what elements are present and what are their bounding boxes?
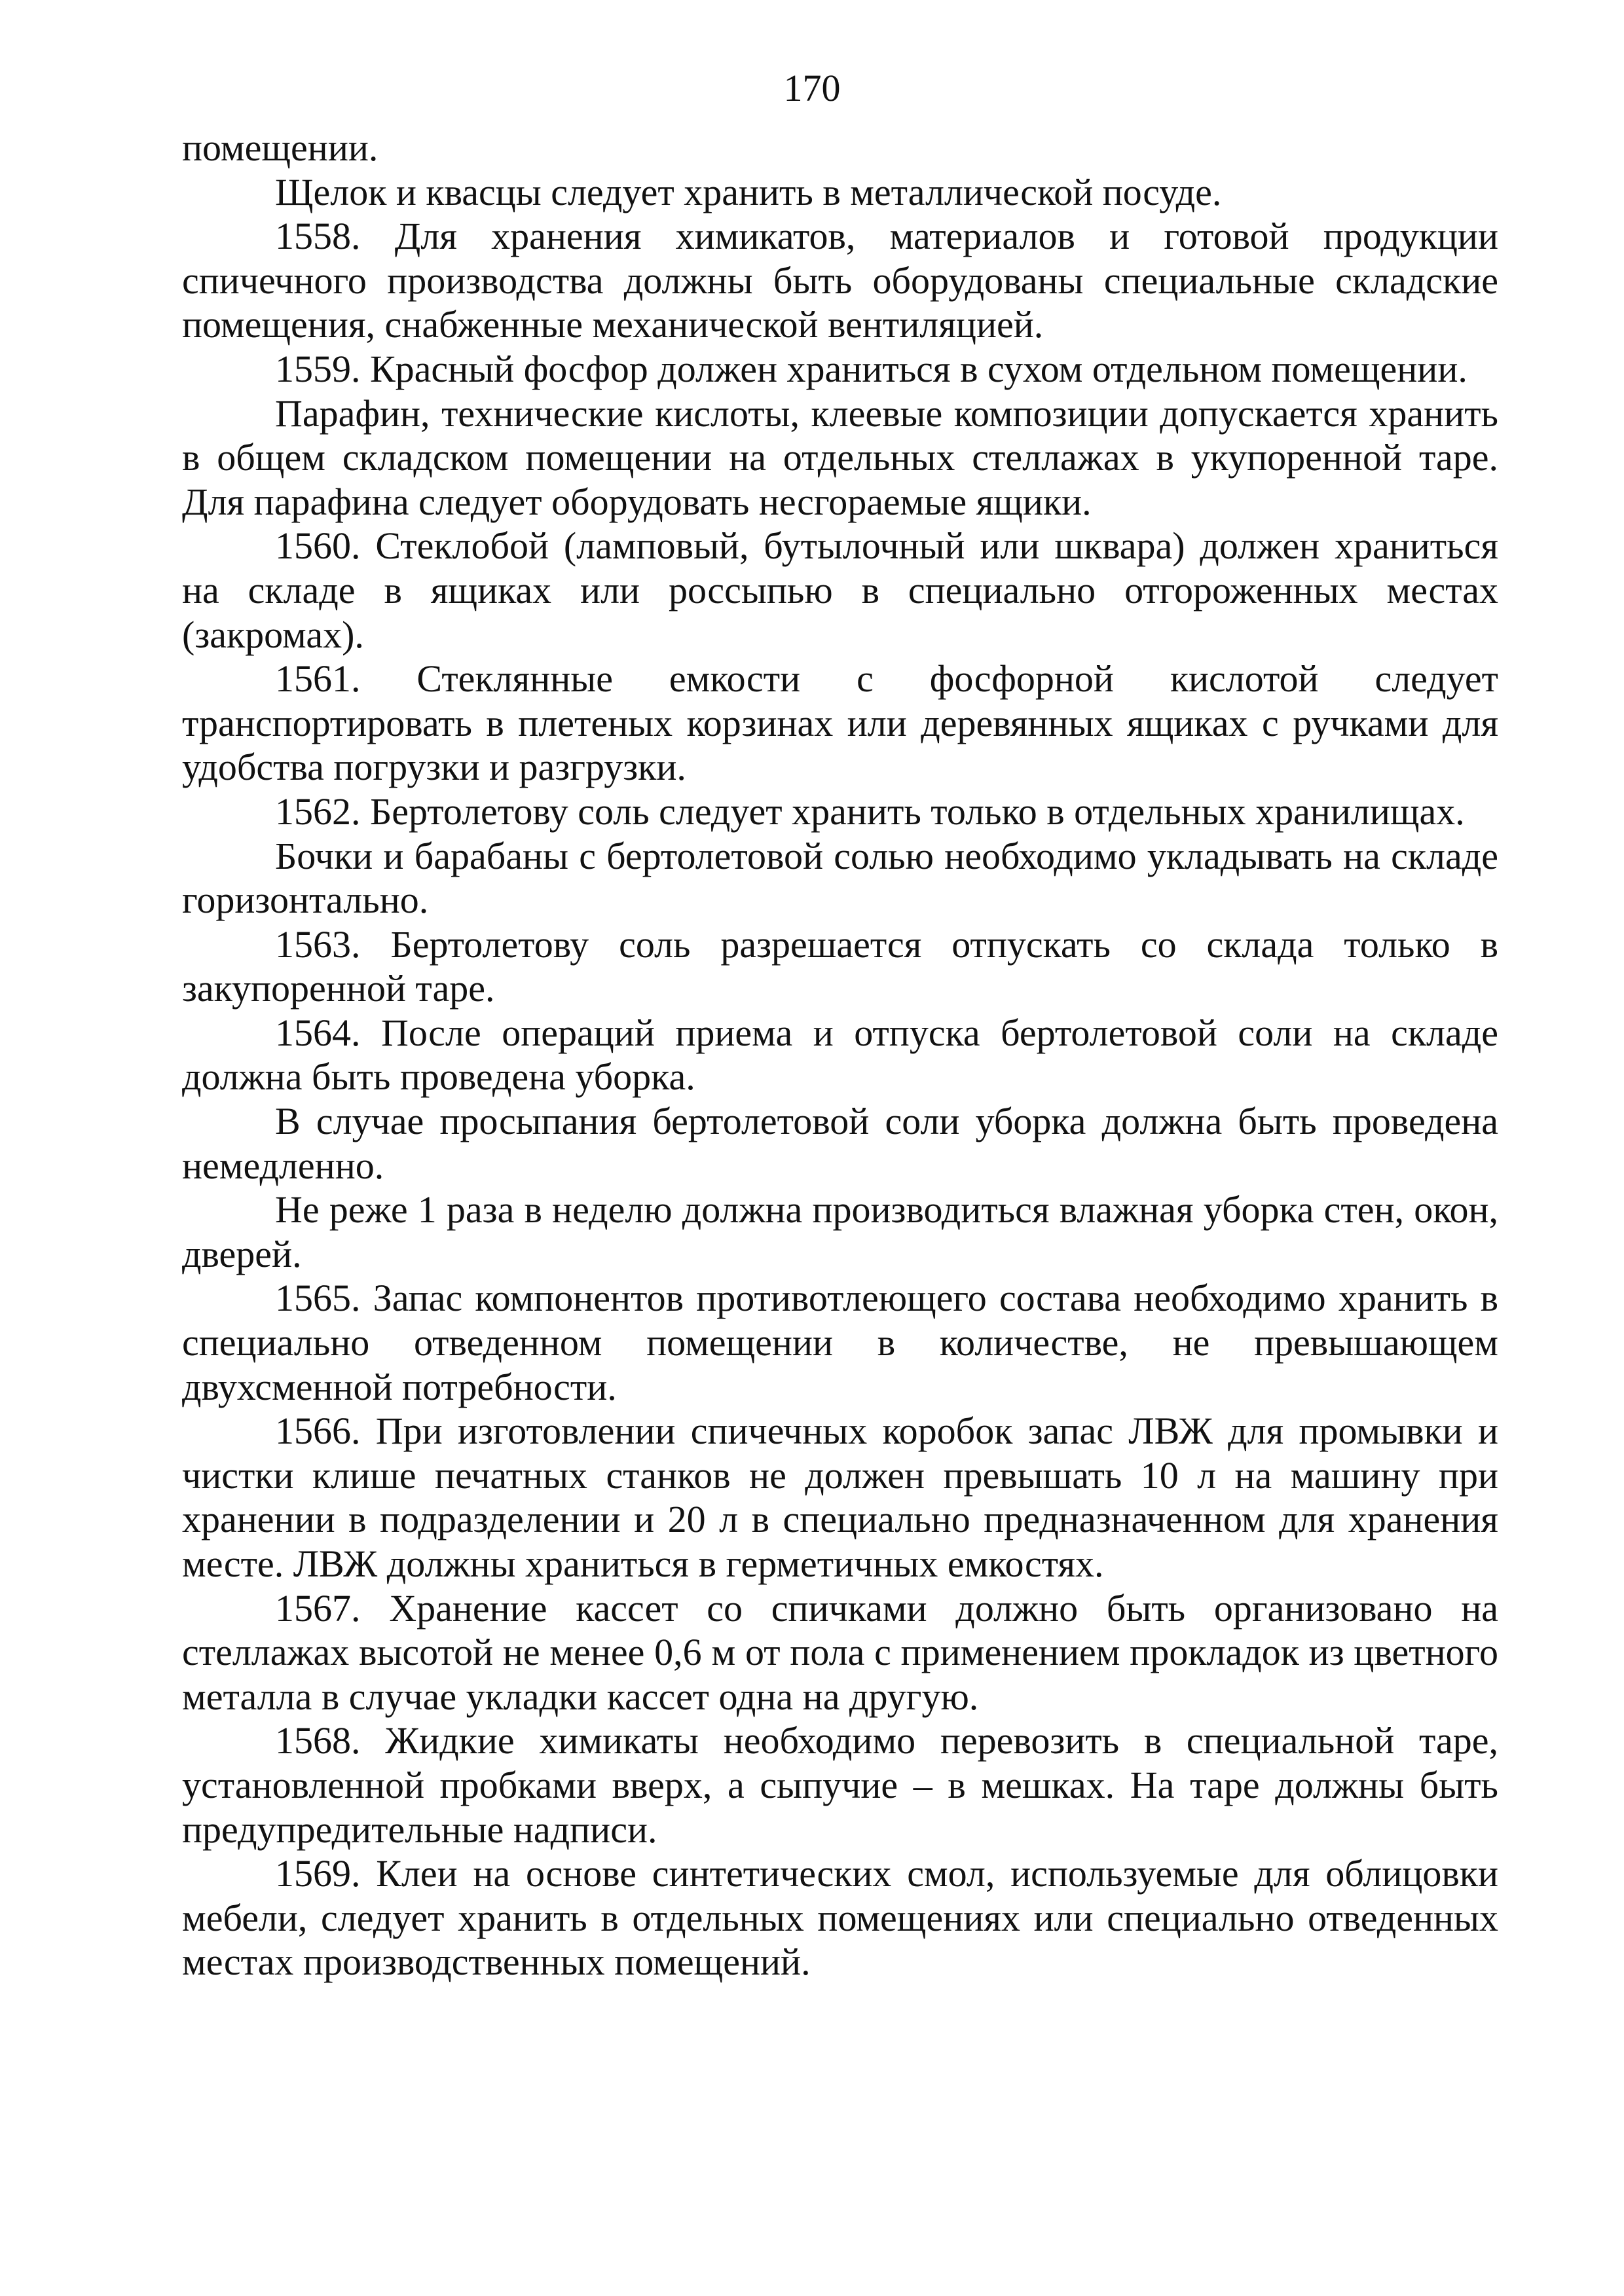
paragraph-1558: 1558. Для хранения химикатов, материалов и готовой продукции спичечного производства должны быть оборудованы специальные складские помещения, снабженные механической вентиляцией. xyxy=(182,215,1498,346)
paragraph-1568: 1568. Жидкие химикаты необходимо перевозить в специальной таре, установленной пробками вверх, а сыпучие – в мешках. На таре должны быть предупредительные надписи. xyxy=(182,1719,1498,1851)
paragraph-1563: 1563. Бертолетову соль разрешается отпускать со склада только в закупоренной таре. xyxy=(182,922,1498,1010)
paragraph-1566: 1566. При изготовлении спичечных коробок запас ЛВЖ для промывки и чистки клише печатных станков не должен превышать 10 л на машину при хранении в подразделении и 20 л в специально предназначенном для хранения месте. ЛВЖ должны храниться в герметичных емкостях. xyxy=(182,1410,1498,1585)
paragraph-continuation: помещении. xyxy=(182,126,378,169)
page-number: 170 xyxy=(783,67,841,109)
paragraph-spill-cleanup: В случае просыпания бертолетовой соли уборка должна быть проведена немедленно. xyxy=(182,1100,1498,1187)
paragraph-paraffin: Парафин, технические кислоты, клеевые композиции допускается хранить в общем складском помещении на отдельных стеллажах в укупоренной таре. Для парафина следует оборудовать несгораемые ящики. xyxy=(182,392,1498,523)
paragraph-1562: 1562. Бертолетову соль следует хранить только в отдельных хранилищах. xyxy=(275,790,1465,833)
paragraph-1565: 1565. Запас компонентов противотлеющего состава необходимо хранить в специально отведенном помещении в количестве, не превышающем двухсменной потребности. xyxy=(182,1277,1498,1408)
paragraph-1569: 1569. Клеи на основе синтетических смол, используемые для облицовки мебели, следует хранить в отдельных помещениях или специально отведенных местах производственных помещений. xyxy=(182,1852,1498,1984)
paragraph-lye-alum: Щелок и квасцы следует хранить в металлической посуде. xyxy=(275,170,1222,213)
paragraph-1564: 1564. После операций приема и отпуска бертолетовой соли на складе должна быть проведена уборка. xyxy=(182,1011,1498,1099)
paragraph-barrels: Бочки и барабаны с бертолетовой солью необходимо укладывать на складе горизонтально. xyxy=(182,834,1498,922)
paragraph-1559: 1559. Красный фосфор должен храниться в сухом отдельном помещении. xyxy=(275,347,1467,390)
paragraph-1561: 1561. Стеклянные емкости с фосфорной кислотой следует транспортировать в плетеных корзинах или деревянных ящиках с ручками для удобства погрузки и разгрузки. xyxy=(182,657,1498,789)
paragraph-1560: 1560. Стеклобой (ламповый, бутылочный или шквара) должен храниться на складе в ящиках или россыпью в специально отгороженных местах (закромах). xyxy=(182,524,1498,656)
paragraph-1567: 1567. Хранение кассет со спичками должно быть организовано на стеллажах высотой не менее 0,6 м от пола с применением прокладок из цветного металла в случае укладки кассет одна на другую. xyxy=(182,1586,1498,1718)
paragraph-weekly-cleaning: Не реже 1 раза в неделю должна производиться влажная уборка стен, окон, дверей. xyxy=(182,1188,1498,1275)
document-body xyxy=(182,126,1498,1984)
